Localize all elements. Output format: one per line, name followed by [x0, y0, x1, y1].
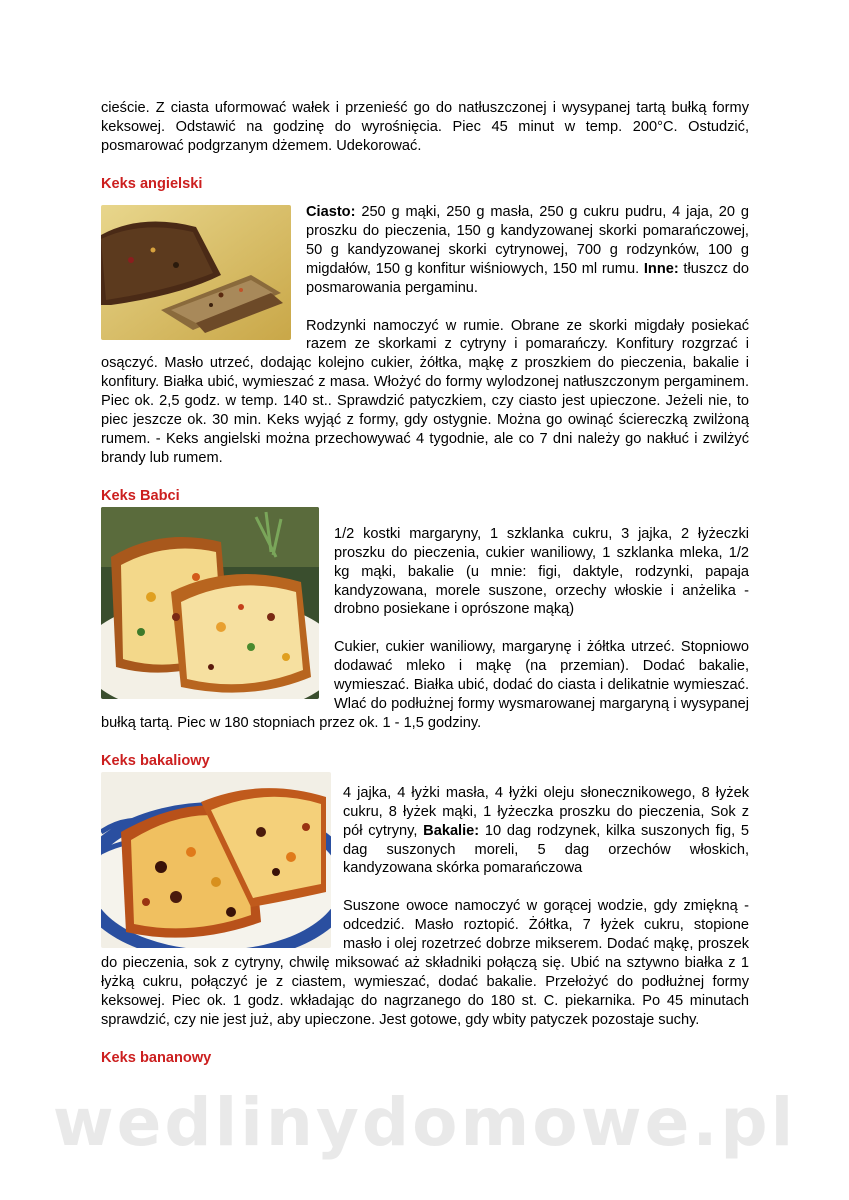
- intro-paragraph: cieście. Z ciasta uformować wałek i przenieść go do natłuszczonej i wysypanej tartą bułką formy keksowej. Odstawić na godzinę do wyrośnięcia. Piec 45 minut w temp. 200°C. Ostudzić, posmarować podgrzanym dżemem. Udekorować.: [101, 100, 749, 154]
- keks-bakaliowy-photo: [101, 772, 331, 948]
- keks-bakaliowy-method: Suszone owoce namoczyć w gorącej wodzie, gdy zmiękną - odcedzić. Masło roztopić. Żółtka, 7 łyżek cukru, stopione masło i olej rozetrzeć dobrze mikserem. Dodać mąkę, proszek do pieczenia, sok z cytryny, chwilę miksować aż składniki połączą się. Ubić na sztywno białka z 1 łyżką cukru, połączyć je z ciastem, wymieszać, dodać bakalie. Przełożyć do podłużnej formy keksowej. Piec ok. 1 godz. wkładając do nagrzanego do 180 st. C. piekarnika. Po 45 minutach sprawdzić, czy nie jest już, aby upieczone. Jest gotowe, gdy wbity patyczek pozostaje suchy.: [101, 898, 749, 1028]
- keks-bakaliowy-ingredients: 4 jajka, 4 łyżki masła, 4 łyżki oleju słonecznikowego, 8 łyżek cukru, 8 łyżek mąki, 1 łyżeczka proszku do pieczenia, Sok z pół cytryny, Bakalie: 10 dag rodzynek, kilka suszonych fig, 5 dag suszonych moreli, 5 dag orzechów włoskich, kandyzowana skórka pomarańczowa: [343, 784, 749, 877]
- keks-angielski-ingredients: Ciasto: 250 g mąki, 250 g masła, 250 g cukru pudru, 4 jaja, 20 g proszku do pieczenia, 150 g kandyzowanej skorki pomarańczowej, 50 g kandyzowanej skorki cytrynowej, 700 g rodzynków, 100 g migdałów, 150 g konfitur wiśniowych, 150 ml rumu. Inne: tłuszcz do posmarowania pergaminu.: [306, 204, 749, 296]
- recipe-title: Keks Babci: [101, 487, 180, 504]
- keks-angielski-photo: [101, 205, 291, 340]
- keks-angielski-method: Rodzynki namoczyć w rumie. Obrane ze skorki migdały posiekać razem ze skorkami z cytryny i pomarańczy. Konfitury rozgrzać i osączyć. Masło utrzeć, dodając kolejno cukier, żółtka, mąkę z proszkiem do pieczenia, bakalie i konfitury. Białka ubić, wymieszać z masa. Włożyć do formy wylodzonej natłuszczonym pergaminem. Piec ok. 2,5 godz. w temp. 140 st.. Sprawdzić patyczkiem, czy ciasto jest upieczone. Jeżeli nie, to piec jeszcze ok. 30 min. Keks wyjąć z formy, gdy ostygnie. Można go owinąć ściereczką zwilżoną rumem. - Keks angielski można przechowywać 4 tygodnie, ale co 7 dni należy go nakłuć i zwilżyć brandy lub rumem.: [101, 317, 749, 466]
- keks-babci-method: Cukier, cukier waniliowy, margarynę i żółtka utrzeć. Stopniowo dodawać mleko i mąkę (na przemian). Dodać bakalie, wymieszać. Białka ubić, dodać do ciasta i delikatnie wymieszać. Wlać do podłużnej formy wysmarowanej margaryną i wysypanej bułką tartą. Piec w 180 stopniach przez ok. 1 - 1,5 godziny.: [101, 639, 749, 731]
- recipe-title: Keks bananowy: [101, 1049, 212, 1066]
- recipe-title: Keks angielski: [101, 176, 203, 192]
- document-page: [101, 99, 749, 1067]
- keks-babci-ingredients: 1/2 kostki margaryny, 1 szklanka cukru, 3 jajka, 2 łyżeczki proszku do pieczenia, cukier waniliowy, 1 szklanka mleka, 1/2 kg mąki, bakalie (u mnie: figi, daktyle, rodzynki, papaja kandyzowana, morele suszone, orzechy włoskie i anżelika - drobno posiekane i oprószone mąką): [334, 525, 749, 618]
- recipe-title: Keks bakaliowy: [101, 752, 210, 769]
- watermark: wedlinydomowe.pl: [52, 1084, 797, 1161]
- keks-babci-photo: [101, 507, 319, 699]
